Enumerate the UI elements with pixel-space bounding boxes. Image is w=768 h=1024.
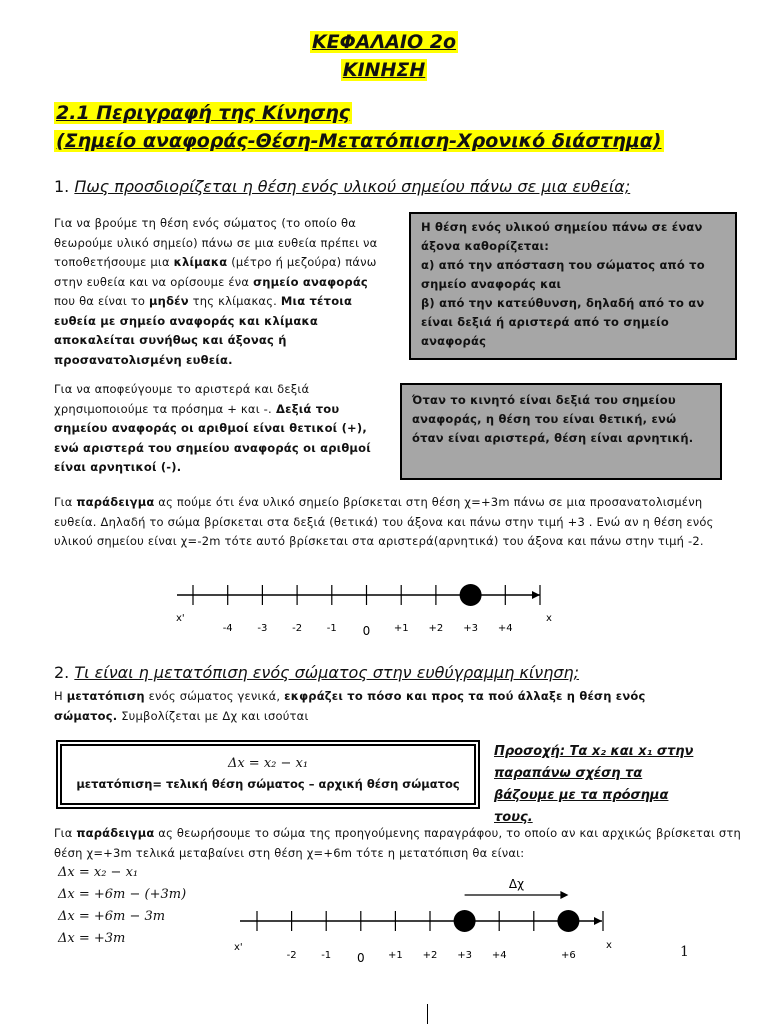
- section-subtitle: (Σημείο αναφοράς-Θέση-Μετατόπιση-Χρονικό διάστημα): [56, 130, 662, 152]
- tick-label: 0: [356, 951, 365, 965]
- tick-label: +3: [463, 623, 478, 634]
- reference-text-run: (μέτρο ή μεζούρα) πάνω στην ευθεία και να ορίσουμε ένα: [54, 255, 377, 289]
- tick-label: +2: [422, 950, 438, 961]
- tick-label: -1: [321, 950, 332, 961]
- page-number: 1: [680, 944, 689, 960]
- example2-text-run: Για: [54, 826, 77, 840]
- axis-arrow: [594, 917, 602, 925]
- reference-text-run: της κλίμακας.: [188, 294, 281, 308]
- reference-text-run: κλίμακα: [173, 255, 228, 269]
- calc-step: Δx = +3m: [58, 931, 126, 946]
- tick-label: 0: [362, 624, 371, 638]
- reference-text-run: σημείο αναφοράς: [253, 274, 368, 289]
- reference-text-run: που θα είναι το: [54, 294, 150, 308]
- calc-step: Δx = x₂ − x₁: [58, 865, 139, 880]
- reference-text-run: Μια τέτοια ευθεία με σημείο αναφοράς και κλίμακα αποκαλείται συνήθως και άξονας ή προσανατολισμένη ευθεία.: [54, 294, 353, 367]
- number-line-2: [0, 868, 768, 968]
- axis-right-label: x: [546, 613, 552, 624]
- tick-label: +1: [393, 623, 409, 634]
- signs-text-run: Δεξιά του σημείου αναφοράς οι αριθμοί είναι θετικοί (+), ενώ αριστερά του σημείου αναφοράς οι αριθμοί είναι αρνητικοί (-).: [54, 401, 371, 474]
- end-position-dot: [557, 910, 579, 932]
- paragraph-displacement-def: [54, 687, 674, 726]
- number-line-1: [0, 575, 768, 645]
- start-position-dot: [454, 910, 476, 932]
- displacement-arrow-head: [560, 891, 568, 899]
- axis-arrow: [532, 591, 540, 599]
- info-box-sign: Όταν το κινητό είναι δεξιά του σημείου αναφοράς, η θέση του είναι θετική, ενώ όταν είναι αριστερά, θέση είναι αρνητική.: [400, 383, 722, 480]
- paragraph-example-1: [54, 493, 744, 552]
- question-1: 1. Πως προσδιορίζεται η θέση ενός υλικού σημείου πάνω σε μια ευθεία;: [54, 177, 631, 196]
- question-2: 2. Τι είναι η μετατόπιση ενός σώματος στην ευθύγραμμη κίνηση;: [54, 663, 580, 682]
- chapter-title: ΚΕΦΑΛΑΙΟ 2ο: [311, 31, 457, 53]
- reference-text-run: μηδέν: [149, 294, 189, 308]
- example1-text-run: Για: [54, 495, 77, 509]
- paragraph-example-2: [54, 824, 744, 863]
- example2-text-run: παράδειγμα: [76, 826, 155, 840]
- section-title: 2.1 Περιγραφή της Κίνησης: [56, 102, 351, 124]
- paragraph-signs: [54, 380, 384, 478]
- tick-label: +3: [457, 950, 472, 961]
- info-box-position: Η θέση ενός υλικού σημείου πάνω σε έναν άξονα καθορίζεται: α) από την απόσταση του σώματος από το σημείο αναφοράς και β) από την κατεύθυνση, δηλαδή από το αν είναι δεξιά ή αριστερά από το σημείο αναφοράς: [409, 212, 737, 360]
- calc-step: Δx = +6m − 3m: [58, 909, 166, 924]
- paragraph-reference-point: [54, 214, 384, 370]
- reference-text-run: Για να βρούμε τη θέση ενός σώματος (το οποίο θα θεωρούμε υλικό σημείο) πάνω σε μια ευθεία πρέπει να τοποθετήσουμε μια: [54, 216, 378, 269]
- definition-text-run: μετατόπιση: [66, 689, 145, 703]
- displacement-formula-words: μετατόπιση= τελική θέση σώματος – αρχική θέση σώματος: [76, 777, 460, 791]
- displacement-label: Δχ: [508, 877, 525, 891]
- axis-left-label: x': [234, 942, 243, 953]
- tick-label: +4: [497, 623, 513, 634]
- displacement-formula: Δx = x₂ − x₁: [227, 756, 309, 771]
- warning-note: Προσοχή: Τα x₂ και x₁ στην παραπάνω σχέση τα βάζουμε με τα πρόσημα τους.: [494, 744, 694, 825]
- tick-label: -1: [326, 623, 337, 634]
- tick-label: +1: [388, 950, 403, 961]
- signs-text-run: Για να αποφεύγουμε το αριστερά και δεξιά χρησιμοποιούμε τα πρόσημα + και -.: [54, 382, 310, 416]
- divider: [427, 1004, 428, 1024]
- example1-text-run: ας πούμε ότι ένα υλικό σημείο βρίσκεται στη θέση χ=+3m πάνω σε μια προσανατολισμένη ευθεία. Δηλαδή το σώμα βρίσκεται στα δεξιά (θετικά) του άξονα και πάνω στην τιμή +3 . Ενώ αν η θέση ενός υλικού σημείου είναι χ=-2m τότε αυτό βρίσκεται στα αριστερά(αρνητικά) του άξονα και πάνω στην τιμή -2.: [54, 495, 714, 548]
- tick-label: +4: [491, 950, 507, 961]
- definition-text-run: Συμβολίζεται με Δχ και ισούται: [117, 708, 309, 723]
- tick-label: -2: [286, 950, 297, 961]
- definition-text-run: Η: [54, 689, 67, 703]
- chapter-subtitle: ΚΙΝΗΣΗ: [342, 59, 426, 81]
- example1-text-run: παράδειγμα: [76, 495, 155, 509]
- calc-step: Δx = +6m − (+3m): [58, 887, 187, 902]
- example2-text-run: ας θεωρήσουμε το σώμα της προηγούμενης παραγράφου, το οποίο αν και αρχικώς βρίσκεται στη θέση χ=+3m τελικά μεταβαίνει στη θέση χ=+6m τότε η μετατόπιση θα είναι:: [54, 826, 741, 860]
- axis-right-label: x: [606, 940, 612, 951]
- tick-label: -4: [222, 623, 233, 634]
- tick-label: +2: [428, 623, 444, 634]
- definition-text-run: εκφράζει το πόσο και προς τα πού άλλαξε η θέση ενός σώματος.: [54, 689, 646, 723]
- definition-text-run: ενός σώματος γενικά,: [144, 689, 285, 703]
- tick-label: +6: [561, 950, 576, 961]
- formula-box: [60, 744, 476, 805]
- axis-left-label: x': [176, 613, 185, 624]
- position-dot: [460, 584, 482, 606]
- tick-label: -3: [257, 623, 268, 634]
- tick-label: -2: [292, 623, 303, 634]
